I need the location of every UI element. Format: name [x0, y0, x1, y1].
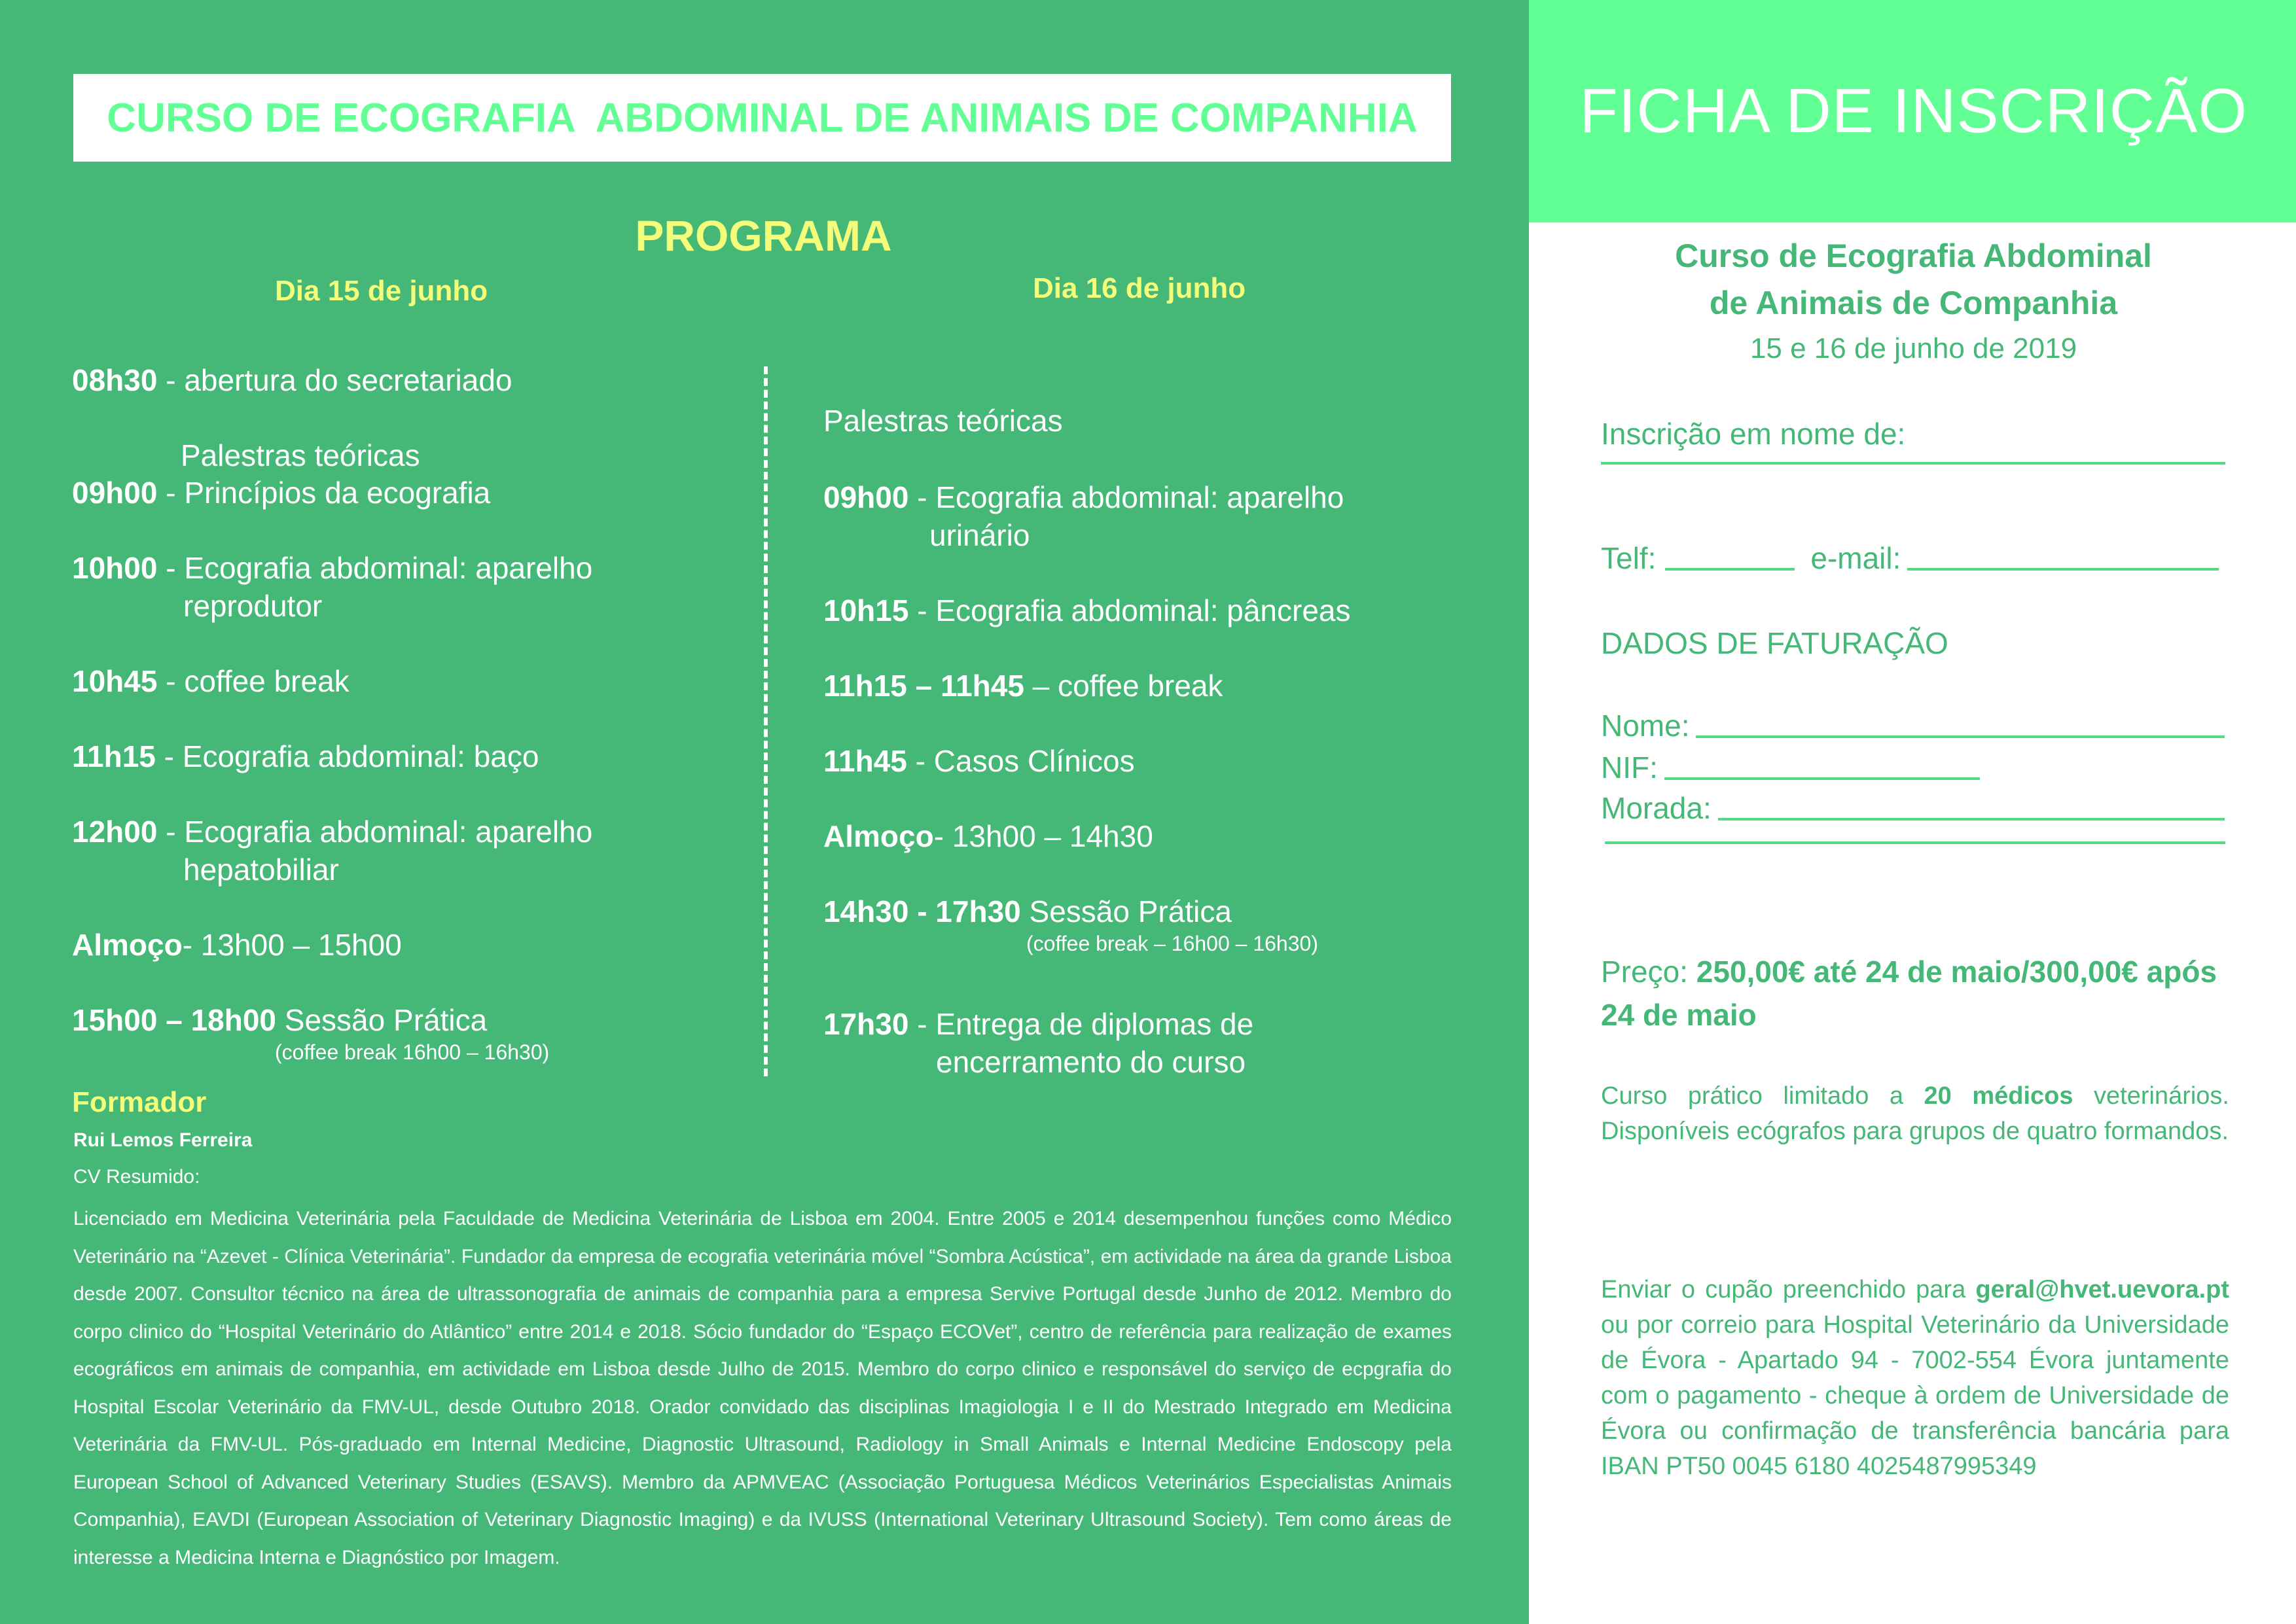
cv-text: Licenciado em Medicina Veterinária pela Faculdade de Medicina Veterinária de Lisboa em 2004. Entre 2005 e 2014 desempenhou funções como Médico Veterinário na “Azevet - Clínica Veterinária”. Fundador da empresa de ecografia veterinária móvel “Sombra Acústica”, em actividade na área da grande Lisboa desde 2007. Consultor técnico na área de ultrassonografia de animais de companhia para a empresa Servive Portugal desde Junho de 2012. Membro do corpo clinico do “Hospital Veterinário do Atlântico” entre 2014 e 2018. Sócio fundador do “Espaço ECOVet”, centro de referência para realização de exames ecográficos em animais de companhia, em actividade em Lisboa desde Julho de 2015. Membro do corpo clinico e responsável do serviço de ecpgrafia do Hospital Escolar Veterinário da FMV-UL, desde Outubro 2018. Orador convidado das disciplinas Imagiologia I e II do Mestrado Integrado em Medicina Veterinária da FMV-UL. Pós-graduado em Internal Medicine, Diagnostic Ultrasound, Radiology in Small Animals e Internal Medicine Endoscopy pela European School of Advanced Veterinary Studies (ESAVS). Membro da APMVEAC (Associação Portuguesa Médicos Veterinários Especialistas Animais Companhia), EAVDI (European Association of Veterinary Diagnostic Imaging) e da IVUSS (International Veterinary Ultrasound Society). Tem como áreas de interesse a Medicina Interna e Diagnóstico por Imagem.: [73, 1208, 1452, 1568]
trainer-heading: Formador: [72, 1086, 207, 1118]
address-line2-row: [1605, 841, 2225, 849]
course-title: CURSO DE ECOGRAFIA ABDOMINAL DE ANIMAIS DE COMPANHIA: [107, 95, 1418, 141]
schedule-item: Almoço- 13h00 – 15h00: [72, 928, 402, 962]
schedule-item: 11h45 - Casos Clínicos: [823, 744, 1135, 778]
billing-name-row: [1601, 708, 2225, 743]
phone-field[interactable]: [1665, 568, 1795, 571]
schedule-item: 17h30 - Entrega de diplomas de encerramento do curso: [823, 1007, 1254, 1079]
price-value: 250,00€ até 24 de maio/300,00€ após 24 de maio: [1601, 955, 2217, 1032]
schedule-item: 10h15 - Ecografia abdominal: pâncreas: [823, 593, 1351, 627]
session-label: Palestras teóricas: [823, 404, 1063, 438]
schedule-item: 12h00 - Ecografia abdominal: aparelho hepatobiliar: [72, 815, 593, 887]
price-info: [1601, 950, 2229, 1036]
submission-instructions: Enviar o cupão preenchido para geral@hvet.uevora.pt ou por correio para Hospital Veterinário da Universidade de Évora - Apartado 94 - 7002-554 Évora juntamente com o pagamento - cheque à ordem de Universidade de Évora ou confirmação de transferência bancária para IBAN PT50 0045 6180 4025487995349: [1601, 1276, 2236, 1480]
day1-heading: Dia 15 de junho: [275, 275, 488, 307]
address-row: [1601, 790, 2225, 826]
form-header: [1529, 0, 2296, 222]
course-title-banner: [73, 74, 1451, 162]
schedule-item: 15h00 – 18h00 Sessão Prática (coffee break 16h00 – 16h30): [72, 1003, 550, 1064]
nif-field[interactable]: [1664, 777, 1980, 780]
schedule-item: 14h30 - 17h30 Sessão Prática (coffee break – 16h00 – 16h30): [823, 894, 1318, 955]
schedule-item: Almoço- 13h00 – 14h30: [823, 819, 1153, 853]
email-field[interactable]: [1907, 568, 2219, 571]
address-field[interactable]: [1718, 818, 2225, 821]
billing-heading: DADOS DE FATURAÇÃO: [1601, 626, 1948, 660]
schedule-item: 10h45 - coffee break: [72, 664, 350, 698]
course-name-line2: de Animais de Companhia: [1709, 285, 2118, 321]
billing-name-label: Nome:: [1601, 709, 1690, 743]
schedule-item: 11h15 - Ecografia abdominal: baço: [72, 739, 539, 773]
course-name-line1: Curso de Ecografia Abdominal: [1675, 238, 2152, 274]
email-label: e-mail:: [1810, 541, 1901, 575]
registration-form-panel: [1527, 0, 2296, 1624]
trainer-name: Rui Lemos Ferreira: [73, 1129, 253, 1151]
form-title: FICHA DE INSCRIÇÃO: [1579, 76, 2248, 146]
schedule-item: 09h00 - Ecografia abdominal: aparelho urinário: [823, 480, 1344, 552]
contact-email-link[interactable]: geral@hvet.uevora.pt: [1975, 1276, 2229, 1303]
cv-label: CV Resumido:: [73, 1166, 200, 1188]
day2-heading: Dia 16 de junho: [1033, 272, 1246, 304]
schedule-item: 08h30 - abertura do secretariado: [72, 363, 512, 397]
registrant-name-field[interactable]: [1601, 462, 2225, 470]
schedule-item: 09h00 - Princípios da ecografia: [72, 476, 491, 510]
price-label: Preço:: [1601, 955, 1696, 989]
phone-label: Telf:: [1601, 541, 1657, 575]
nif-label: NIF:: [1601, 750, 1658, 785]
program-heading: PROGRAMA: [635, 211, 892, 260]
address-label: Morada:: [1601, 791, 1712, 825]
capacity-note: Curso prático limitado a 20 médicos veterinários. Disponíveis ecógrafos para grupos de quatro formandos.: [1601, 1082, 2236, 1145]
schedule-item: 10h00 - Ecografia abdominal: aparelho reprodutor: [72, 551, 593, 623]
contact-row: [1601, 540, 2219, 576]
registrant-name-label: Inscrição em nome de:: [1601, 417, 1906, 451]
schedule-item: 11h15 – 11h45 – coffee break: [823, 669, 1223, 703]
nif-row: [1601, 750, 1980, 785]
column-divider: [764, 366, 768, 1076]
course-dates: 15 e 16 de junho de 2019: [1749, 332, 2077, 364]
billing-name-field[interactable]: [1696, 735, 2225, 738]
address-line2-field[interactable]: [1605, 841, 2225, 844]
session-label: Palestras teóricas: [181, 438, 420, 472]
